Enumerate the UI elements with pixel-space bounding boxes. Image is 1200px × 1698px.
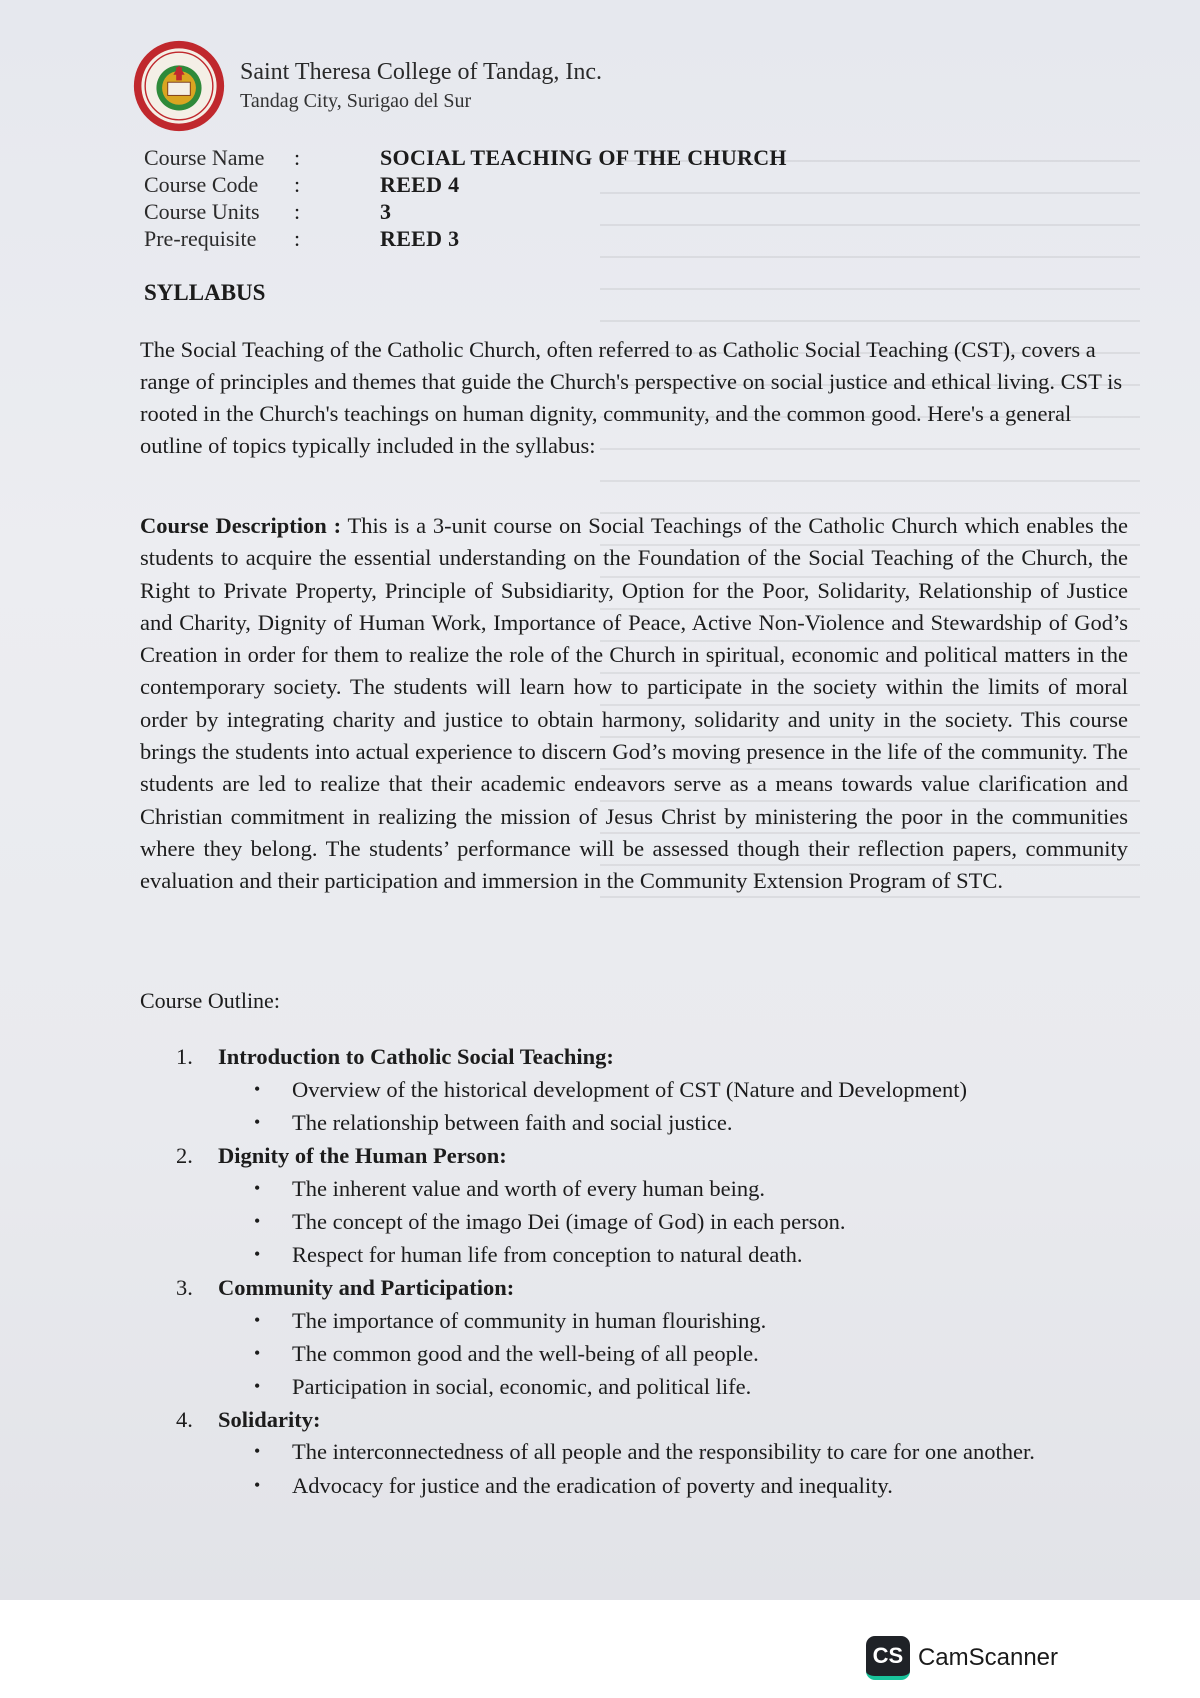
- intro-paragraph: The Social Teaching of the Catholic Church, often referred to as Catholic Social Teaching (CST), covers a range of principles and themes that guide the Church's perspective on social justice and ethical living. CST is rooted in the Church's teachings on human dignity, community, and the common good. Here's a general outline of topics typically included in the syllabus:: [140, 337, 1123, 458]
- list-item: • The importance of community in human flourishing.: [292, 1304, 1126, 1337]
- info-separator: :: [294, 225, 301, 251]
- topic-title: Solidarity:: [218, 1407, 321, 1432]
- school-name: Saint Theresa College of Tandag, Inc.: [240, 59, 602, 85]
- course-info-row: [144, 198, 787, 225]
- list-item: • Respect for human life from conception to natural death.: [292, 1238, 1126, 1271]
- topic-title: Community and Participation:: [218, 1275, 515, 1300]
- outline-topic: [176, 1403, 1126, 1502]
- info-value: SOCIAL TEACHING OF THE CHURCH: [380, 144, 787, 170]
- topic-number: 4.: [176, 1407, 193, 1432]
- outline-topic: [176, 1139, 1126, 1271]
- info-label: Pre-requisite: [144, 225, 257, 251]
- list-item: • The inherent value and worth of every human being.: [292, 1172, 1126, 1205]
- info-label: Course Name: [144, 144, 265, 170]
- document-header: [132, 40, 602, 132]
- topic-title: Introduction to Catholic Social Teaching:: [218, 1044, 614, 1069]
- course-info-row: [144, 144, 787, 171]
- topic-number: 1.: [176, 1044, 193, 1069]
- school-location: Tandag City, Surigao del Sur: [240, 90, 472, 112]
- course-info-row: [144, 225, 787, 252]
- info-separator: :: [294, 198, 301, 224]
- syllabus-heading: SYLLABUS: [144, 280, 266, 305]
- info-separator: :: [294, 171, 301, 197]
- course-description-text: This is a 3-unit course on Social Teachings of the Catholic Church which enables the students to acquire the essential understanding on the Foundation of the Social Teaching of the Church, the Right to Private Property, Principle of Subsidiarity, Option for the Poor, Solidarity, Relationship of Justice and Charity, Dignity of Human Work, Importance of Peace, Active Non-Violence and Stewardship of God’s Creation in order for them to realize the role of the Church in spiritual, economic and political matters in the contemporary society. The students will learn how to participate in the society within the limits of moral order by integrating charity and justice to obtain harmony, solidarity and unity in the society. This course brings the students into actual experience to discern God’s moving presence in the life of the community. The students are led to realize that their academic endeavors serve as a means towards value clarification and Christian commitment in realizing the mission of Jesus Christ by ministering the poor in the communities where they belong. The students’ performance will be assessed though their reflection papers, community evaluation and their participation and immersion in the Community Extension Program of STC.: [140, 513, 1129, 894]
- info-value: REED 4: [380, 171, 460, 197]
- school-info: [240, 59, 602, 113]
- scanner-footer: [0, 1600, 1200, 1698]
- info-label: Course Code: [144, 171, 259, 197]
- list-item: • The common good and the well-being of all people.: [292, 1337, 1126, 1370]
- course-info: [144, 144, 787, 252]
- outline-topic: [176, 1040, 1126, 1139]
- camscanner-watermark: [866, 1636, 1058, 1680]
- outline-topic: [176, 1271, 1126, 1403]
- camscanner-logo-icon: CS: [866, 1636, 910, 1680]
- topic-number: 2.: [176, 1143, 193, 1168]
- course-outline-label: Course Outline:: [140, 988, 280, 1013]
- info-separator: :: [294, 144, 301, 170]
- info-label: Course Units: [144, 198, 260, 224]
- topic-title: Dignity of the Human Person:: [218, 1143, 507, 1168]
- course-description: [140, 510, 1128, 898]
- info-value: REED 3: [380, 225, 460, 251]
- list-item: • Advocacy for justice and the eradication of poverty and inequality.: [292, 1469, 1126, 1502]
- info-value: 3: [380, 198, 392, 224]
- list-item: • Participation in social, economic, and political life.: [292, 1370, 1126, 1403]
- list-item: • The interconnectedness of all people and the responsibility to care for one another.: [292, 1436, 1126, 1469]
- list-item: • The concept of the imago Dei (image of God) in each person.: [292, 1205, 1126, 1238]
- topic-number: 3.: [176, 1275, 193, 1300]
- course-description-label: Course Description :: [140, 513, 342, 538]
- camscanner-label: CamScanner: [917, 1644, 1058, 1671]
- list-item: • Overview of the historical development of CST (Nature and Development): [292, 1073, 1126, 1106]
- school-seal-icon: [132, 39, 226, 133]
- list-item: • The relationship between faith and social justice.: [292, 1106, 1126, 1139]
- course-info-row: [144, 171, 787, 198]
- course-outline: [176, 1040, 1126, 1502]
